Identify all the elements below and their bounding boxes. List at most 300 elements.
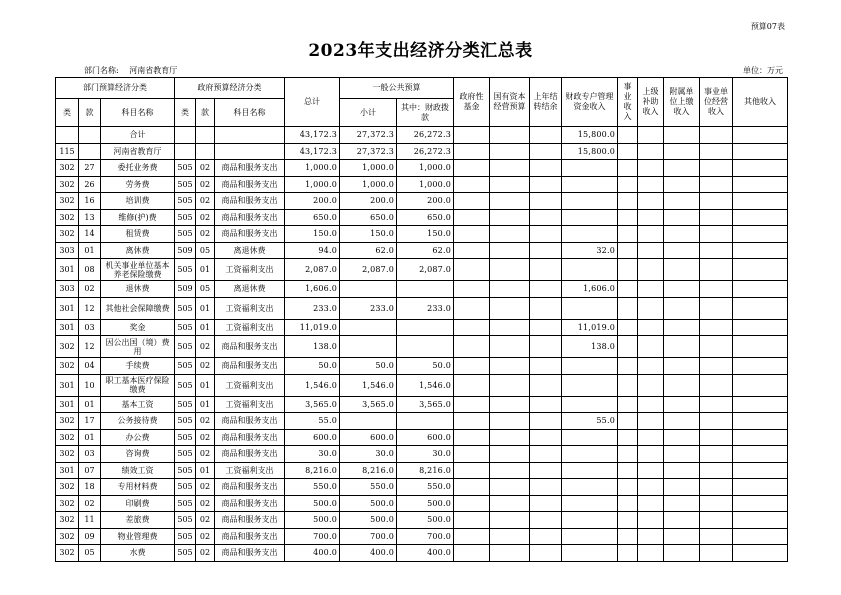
cell-lei: 301 <box>56 297 79 319</box>
cell-gkuan: 05 <box>196 281 215 298</box>
table-row <box>56 193 788 210</box>
cell-empty <box>733 160 788 177</box>
cell-empty <box>700 226 733 243</box>
cell-empty <box>530 545 562 562</box>
cell-gname: 工资福利支出 <box>215 259 285 281</box>
cell-kuan: 03 <box>79 319 101 336</box>
cell-gkuan: 01 <box>196 259 215 281</box>
cell-gname: 商品和服务支出 <box>215 528 285 545</box>
cell-gname: 商品和服务支出 <box>215 413 285 430</box>
header-gov-econ: 政府预算经济分类 <box>175 78 285 99</box>
cell-empty <box>490 297 530 319</box>
cell-name: 机关事业单位基本养老保险缴费 <box>101 259 175 281</box>
cell-name: 劳务费 <box>101 176 175 193</box>
cell-lei: 302 <box>56 193 79 210</box>
cell-kuan: 05 <box>79 545 101 562</box>
cell-empty <box>638 429 664 446</box>
cell-gkuan: 02 <box>196 193 215 210</box>
cell-special <box>562 528 618 545</box>
cell-glei: 505 <box>175 429 196 446</box>
cell-empty <box>638 226 664 243</box>
cell-lei: 301 <box>56 319 79 336</box>
cell-kuan: 04 <box>79 358 101 375</box>
cell-glei: 509 <box>175 242 196 259</box>
cell-name: 水费 <box>101 545 175 562</box>
table-row <box>56 209 788 226</box>
cell-name: 公务接待费 <box>101 413 175 430</box>
cell-name: 离休费 <box>101 242 175 259</box>
header-carryover: 上年结转结余 <box>530 78 562 127</box>
cell-empty <box>530 281 562 298</box>
table-row <box>56 297 788 319</box>
cell-empty <box>490 462 530 479</box>
header-gov-lei: 类 <box>175 99 196 127</box>
cell-empty <box>733 358 788 375</box>
cell-glei: 505 <box>175 396 196 413</box>
cell-fiscal: 500.0 <box>397 495 454 512</box>
cell-special <box>562 429 618 446</box>
cell-fiscal: 650.0 <box>397 209 454 226</box>
cell-empty <box>638 176 664 193</box>
cell-gname: 工资福利支出 <box>215 462 285 479</box>
cell-empty <box>454 160 490 177</box>
cell-empty <box>700 512 733 529</box>
cell-total: 94.0 <box>285 242 340 259</box>
cell-name: 手续费 <box>101 358 175 375</box>
table-row <box>56 281 788 298</box>
cell-empty <box>454 242 490 259</box>
cell-kuan: 26 <box>79 176 101 193</box>
cell-fiscal: 3,565.0 <box>397 396 454 413</box>
cell-empty <box>638 336 664 358</box>
cell-fiscal: 1,000.0 <box>397 160 454 177</box>
cell-empty <box>638 545 664 562</box>
cell-gkuan: 02 <box>196 479 215 496</box>
cell-name: 基本工资 <box>101 396 175 413</box>
cell-name: 差旅费 <box>101 512 175 529</box>
cell-empty <box>530 160 562 177</box>
cell-name: 培训费 <box>101 193 175 210</box>
cell-empty <box>454 176 490 193</box>
cell-total: 150.0 <box>285 226 340 243</box>
cell-gkuan: 02 <box>196 495 215 512</box>
header-operating-income: 事业单位经营收入 <box>700 78 733 127</box>
table-row <box>56 226 788 243</box>
cell-lei: 302 <box>56 528 79 545</box>
cell-empty <box>530 479 562 496</box>
cell-empty <box>664 479 700 496</box>
cell-empty <box>664 281 700 298</box>
cell-empty <box>454 545 490 562</box>
cell-kuan: 02 <box>79 495 101 512</box>
cell-empty <box>454 396 490 413</box>
expenditure-table <box>55 77 788 562</box>
cell-name: 维修(护)费 <box>101 209 175 226</box>
cell-fiscal <box>397 281 454 298</box>
cell-name: 河南省教育厅 <box>101 143 175 160</box>
cell-fiscal: 700.0 <box>397 528 454 545</box>
cell-empty <box>664 512 700 529</box>
cell-lei: 302 <box>56 226 79 243</box>
cell-gkuan: 02 <box>196 512 215 529</box>
cell-glei: 505 <box>175 413 196 430</box>
cell-empty <box>700 413 733 430</box>
cell-kuan: 08 <box>79 259 101 281</box>
cell-empty <box>618 462 638 479</box>
cell-empty <box>454 281 490 298</box>
table-row <box>56 413 788 430</box>
table-row <box>56 429 788 446</box>
cell-empty <box>530 319 562 336</box>
cell-fiscal: 1,000.0 <box>397 176 454 193</box>
cell-kuan: 10 <box>79 374 101 396</box>
cell-lei: 302 <box>56 413 79 430</box>
cell-lei: 302 <box>56 512 79 529</box>
cell-lei: 301 <box>56 396 79 413</box>
cell-empty <box>733 495 788 512</box>
cell-empty <box>700 127 733 144</box>
cell-empty <box>454 446 490 463</box>
cell-glei: 505 <box>175 297 196 319</box>
cell-empty <box>454 528 490 545</box>
cell-empty <box>733 462 788 479</box>
cell-total: 233.0 <box>285 297 340 319</box>
cell-kuan: 18 <box>79 479 101 496</box>
cell-total: 650.0 <box>285 209 340 226</box>
cell-special <box>562 176 618 193</box>
cell-subtotal: 550.0 <box>340 479 397 496</box>
header-lei: 类 <box>56 99 79 127</box>
cell-total: 1,606.0 <box>285 281 340 298</box>
cell-empty <box>490 479 530 496</box>
cell-glei: 505 <box>175 528 196 545</box>
cell-special: 15,800.0 <box>562 127 618 144</box>
cell-empty <box>733 545 788 562</box>
cell-empty <box>490 319 530 336</box>
cell-total: 11,019.0 <box>285 319 340 336</box>
cell-empty <box>530 242 562 259</box>
cell-name: 咨询费 <box>101 446 175 463</box>
cell-empty <box>733 143 788 160</box>
cell-gkuan: 01 <box>196 297 215 319</box>
cell-name: 奖金 <box>101 319 175 336</box>
cell-lei: 302 <box>56 176 79 193</box>
cell-glei: 505 <box>175 336 196 358</box>
cell-subtotal: 3,565.0 <box>340 396 397 413</box>
cell-empty <box>454 143 490 160</box>
table-row <box>56 528 788 545</box>
cell-empty <box>638 446 664 463</box>
table-row <box>56 143 788 160</box>
cell-gkuan <box>196 143 215 160</box>
cell-total: 43,172.3 <box>285 127 340 144</box>
cell-empty <box>490 413 530 430</box>
cell-empty <box>664 446 700 463</box>
cell-empty <box>618 446 638 463</box>
cell-empty <box>618 413 638 430</box>
cell-special: 55.0 <box>562 413 618 430</box>
cell-empty <box>454 319 490 336</box>
cell-subtotal: 150.0 <box>340 226 397 243</box>
cell-fiscal: 200.0 <box>397 193 454 210</box>
cell-gkuan: 01 <box>196 374 215 396</box>
header-dept-econ: 部门预算经济分类 <box>56 78 175 99</box>
cell-empty <box>638 242 664 259</box>
cell-empty <box>733 209 788 226</box>
cell-gname: 商品和服务支出 <box>215 545 285 562</box>
cell-lei: 115 <box>56 143 79 160</box>
cell-glei <box>175 143 196 160</box>
cell-empty <box>638 358 664 375</box>
header-business-income: 事业收入 <box>618 78 638 127</box>
cell-fiscal: 233.0 <box>397 297 454 319</box>
cell-empty <box>664 193 700 210</box>
cell-empty <box>454 512 490 529</box>
cell-subtotal: 650.0 <box>340 209 397 226</box>
cell-fiscal: 550.0 <box>397 479 454 496</box>
header-gov-subject-name: 科目名称 <box>215 99 285 127</box>
cell-empty <box>490 495 530 512</box>
cell-special <box>562 495 618 512</box>
cell-glei: 509 <box>175 281 196 298</box>
cell-subtotal: 200.0 <box>340 193 397 210</box>
cell-fiscal <box>397 319 454 336</box>
cell-empty <box>700 281 733 298</box>
cell-total: 55.0 <box>285 413 340 430</box>
cell-glei: 505 <box>175 358 196 375</box>
header-upper-subsidy: 上级补助收入 <box>638 78 664 127</box>
cell-gkuan: 01 <box>196 319 215 336</box>
cell-empty <box>490 143 530 160</box>
cell-empty <box>638 479 664 496</box>
cell-special <box>562 545 618 562</box>
cell-empty <box>618 209 638 226</box>
cell-empty <box>530 259 562 281</box>
cell-empty <box>664 495 700 512</box>
cell-gname: 商品和服务支出 <box>215 358 285 375</box>
cell-empty <box>454 374 490 396</box>
cell-empty <box>638 374 664 396</box>
table-row <box>56 259 788 281</box>
cell-empty <box>618 528 638 545</box>
cell-lei: 301 <box>56 259 79 281</box>
cell-gname: 商品和服务支出 <box>215 495 285 512</box>
cell-empty <box>700 336 733 358</box>
cell-gname: 工资福利支出 <box>215 297 285 319</box>
cell-total: 8,216.0 <box>285 462 340 479</box>
cell-empty <box>454 413 490 430</box>
cell-empty <box>530 226 562 243</box>
cell-empty <box>733 193 788 210</box>
department-name: 河南省教育厅 <box>129 66 178 75</box>
cell-empty <box>733 396 788 413</box>
cell-empty <box>638 281 664 298</box>
table-code: 预算07表 <box>750 22 785 31</box>
cell-empty <box>700 297 733 319</box>
cell-subtotal: 700.0 <box>340 528 397 545</box>
cell-special <box>562 512 618 529</box>
cell-empty <box>664 127 700 144</box>
cell-empty <box>638 193 664 210</box>
cell-empty <box>733 242 788 259</box>
cell-special: 32.0 <box>562 242 618 259</box>
cell-subtotal <box>340 281 397 298</box>
cell-empty <box>700 462 733 479</box>
cell-empty <box>530 193 562 210</box>
cell-glei: 505 <box>175 479 196 496</box>
header-gov-fund: 政府性基金 <box>454 78 490 127</box>
cell-kuan <box>79 127 101 144</box>
header-general-budget: 一般公共预算 <box>340 78 454 99</box>
cell-empty <box>733 374 788 396</box>
cell-empty <box>733 176 788 193</box>
cell-empty <box>733 297 788 319</box>
cell-glei <box>175 127 196 144</box>
cell-total: 550.0 <box>285 479 340 496</box>
header-kuan: 款 <box>79 99 101 127</box>
cell-lei: 302 <box>56 209 79 226</box>
table-row <box>56 479 788 496</box>
cell-glei: 505 <box>175 374 196 396</box>
cell-empty <box>664 143 700 160</box>
cell-empty <box>700 209 733 226</box>
cell-gname: 离退休费 <box>215 281 285 298</box>
cell-empty <box>618 297 638 319</box>
cell-empty <box>618 143 638 160</box>
cell-empty <box>638 396 664 413</box>
cell-empty <box>664 160 700 177</box>
cell-total: 138.0 <box>285 336 340 358</box>
cell-gkuan: 02 <box>196 176 215 193</box>
cell-gkuan: 02 <box>196 545 215 562</box>
cell-empty <box>618 176 638 193</box>
cell-fiscal: 26,272.3 <box>397 143 454 160</box>
table-row <box>56 545 788 562</box>
cell-name: 其他社会保障缴费 <box>101 297 175 319</box>
cell-gname: 商品和服务支出 <box>215 176 285 193</box>
cell-subtotal: 233.0 <box>340 297 397 319</box>
table-row <box>56 374 788 396</box>
cell-empty <box>638 297 664 319</box>
cell-empty <box>700 429 733 446</box>
cell-empty <box>454 209 490 226</box>
cell-empty <box>733 446 788 463</box>
cell-empty <box>618 193 638 210</box>
cell-name: 专用材料费 <box>101 479 175 496</box>
cell-name: 印刷费 <box>101 495 175 512</box>
cell-special <box>562 209 618 226</box>
cell-name: 租赁费 <box>101 226 175 243</box>
cell-subtotal: 30.0 <box>340 446 397 463</box>
cell-empty <box>490 226 530 243</box>
cell-special <box>562 479 618 496</box>
cell-empty <box>490 446 530 463</box>
cell-name: 合计 <box>101 127 175 144</box>
cell-empty <box>638 462 664 479</box>
cell-subtotal: 600.0 <box>340 429 397 446</box>
cell-gname: 工资福利支出 <box>215 319 285 336</box>
cell-gkuan <box>196 127 215 144</box>
cell-lei: 302 <box>56 545 79 562</box>
cell-empty <box>618 281 638 298</box>
table-row <box>56 127 788 144</box>
table-row <box>56 495 788 512</box>
cell-empty <box>618 479 638 496</box>
table-row <box>56 396 788 413</box>
cell-name: 职工基本医疗保险缴费 <box>101 374 175 396</box>
cell-empty <box>454 429 490 446</box>
cell-gname: 商品和服务支出 <box>215 512 285 529</box>
cell-fiscal: 600.0 <box>397 429 454 446</box>
cell-gname: 商品和服务支出 <box>215 446 285 463</box>
cell-empty <box>664 336 700 358</box>
cell-empty <box>700 319 733 336</box>
cell-gname: 商品和服务支出 <box>215 429 285 446</box>
cell-kuan: 01 <box>79 242 101 259</box>
header-other-income: 其他收入 <box>733 78 788 127</box>
header-state-capital: 国有资本经营预算 <box>490 78 530 127</box>
header-affiliate-income: 附属单位上缴收入 <box>664 78 700 127</box>
cell-empty <box>638 413 664 430</box>
cell-empty <box>638 319 664 336</box>
cell-empty <box>490 127 530 144</box>
cell-empty <box>700 193 733 210</box>
cell-kuan: 02 <box>79 281 101 298</box>
cell-subtotal <box>340 336 397 358</box>
cell-special <box>562 160 618 177</box>
cell-empty <box>664 209 700 226</box>
cell-kuan: 27 <box>79 160 101 177</box>
cell-empty <box>638 127 664 144</box>
cell-empty <box>700 374 733 396</box>
cell-empty <box>664 528 700 545</box>
table-row <box>56 319 788 336</box>
cell-fiscal <box>397 413 454 430</box>
cell-empty <box>490 209 530 226</box>
cell-subtotal: 50.0 <box>340 358 397 375</box>
cell-total: 500.0 <box>285 495 340 512</box>
header-subtotal: 小计 <box>340 99 397 127</box>
cell-subtotal: 2,087.0 <box>340 259 397 281</box>
cell-gname <box>215 143 285 160</box>
cell-fiscal: 8,216.0 <box>397 462 454 479</box>
cell-glei: 505 <box>175 176 196 193</box>
cell-subtotal: 400.0 <box>340 545 397 562</box>
cell-empty <box>638 495 664 512</box>
cell-kuan: 16 <box>79 193 101 210</box>
unit-label: 单位：万元 <box>743 66 783 75</box>
cell-empty <box>733 528 788 545</box>
cell-empty <box>490 396 530 413</box>
cell-empty <box>733 281 788 298</box>
cell-gkuan: 02 <box>196 413 215 430</box>
cell-empty <box>454 462 490 479</box>
cell-empty <box>664 545 700 562</box>
cell-kuan: 07 <box>79 462 101 479</box>
cell-empty <box>700 479 733 496</box>
cell-empty <box>490 528 530 545</box>
cell-empty <box>664 429 700 446</box>
cell-empty <box>530 297 562 319</box>
cell-lei: 303 <box>56 242 79 259</box>
cell-glei: 505 <box>175 545 196 562</box>
cell-fiscal: 62.0 <box>397 242 454 259</box>
cell-subtotal: 500.0 <box>340 495 397 512</box>
cell-fiscal: 400.0 <box>397 545 454 562</box>
cell-subtotal <box>340 413 397 430</box>
cell-total: 700.0 <box>285 528 340 545</box>
cell-kuan: 01 <box>79 429 101 446</box>
